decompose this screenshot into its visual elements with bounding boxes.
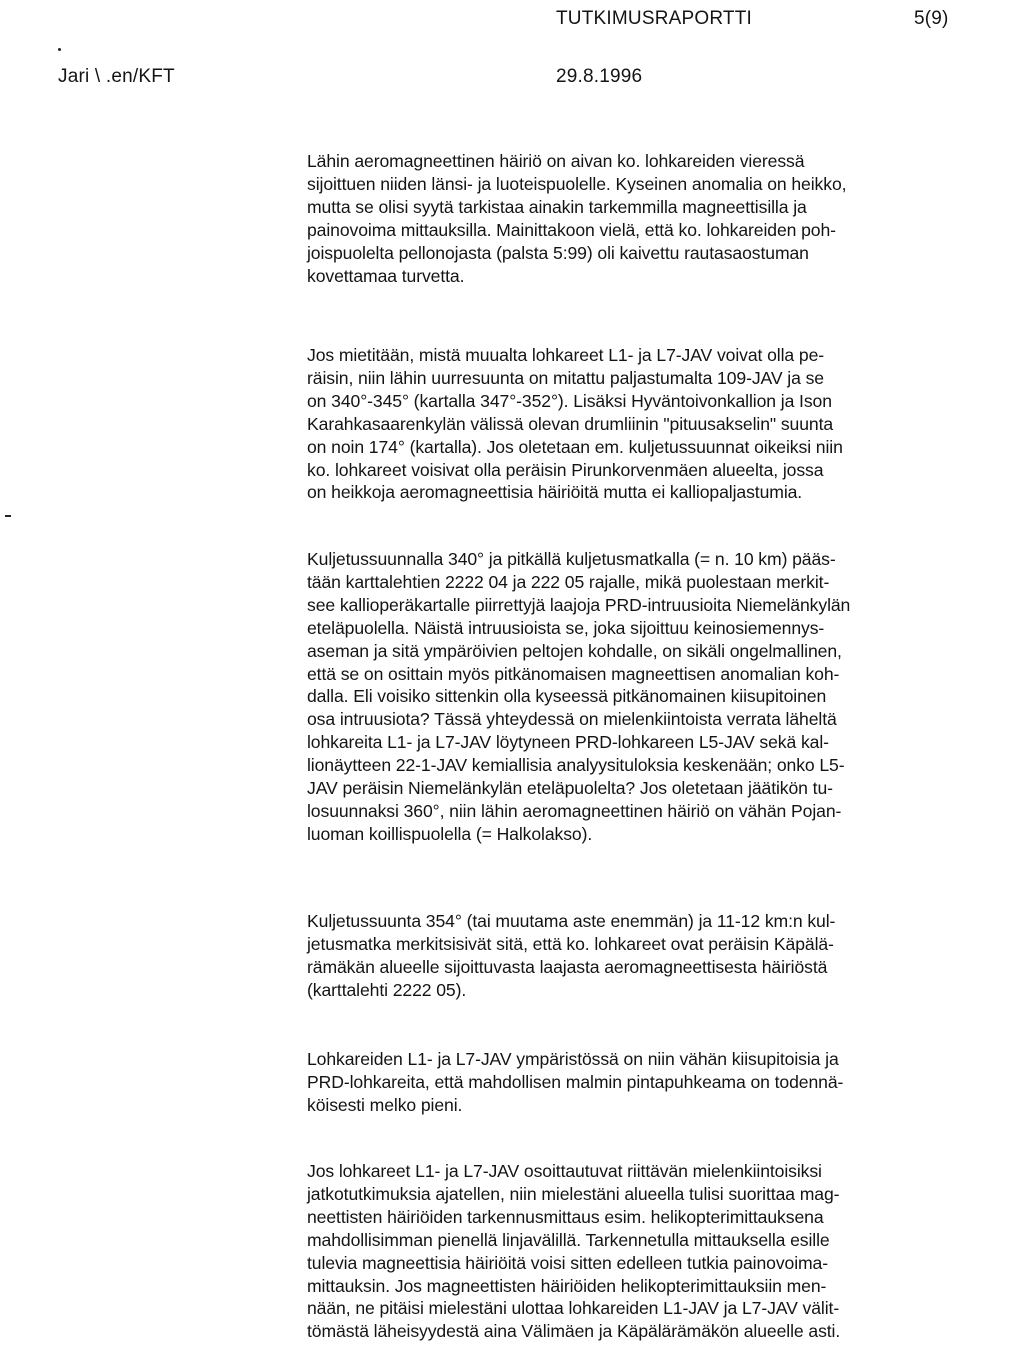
text-line: että se on osittain myös pitkänomaisen magneettisen anomalian koh-: [307, 663, 840, 684]
text-line: Lohkareiden L1- ja L7-JAV ympäristössä on niin vähän kiisupitoisia ja: [307, 1049, 839, 1069]
text-line: joispuolelta pellonojasta (palsta 5:99) oli kaivettu rautasaostuman: [307, 242, 809, 263]
text-line: Jos mietitään, mistä muualta lohkareet L1- ja L7-JAV voivat olla pe-: [307, 345, 825, 365]
text-line: Kuljetussuunnalla 340° ja pitkällä kuljetusmatkalla (= n. 10 km) pääs-: [307, 549, 836, 569]
paragraph-1: [307, 150, 1023, 287]
text-line: lohkareita L1- ja L7-JAV löytyneen PRD-lohkareen L5-JAV sekä kal-: [307, 732, 829, 753]
paragraph-3: [307, 548, 1023, 846]
text-line: painovoima mittauksilla. Mainittakoon vielä, että ko. lohkareiden poh-: [307, 219, 836, 240]
text-line: on 340°-345° (kartalla 347°-352°). Lisäksi Hyväntoivonkallion ja Ison: [307, 390, 832, 411]
text-line: mahdollisimman pienellä linjavälillä. Tarkennetulla mittauksella esille: [307, 1229, 830, 1250]
text-line: on heikkoja aeromagneettisia häiriöitä mutta ei kalliopaljastumia.: [307, 482, 803, 503]
text-line: jatkotutkimuksia ajatellen, niin mielestäni alueella tulisi suorittaa mag-: [307, 1183, 840, 1204]
text-line: jetusmatka merkitsisivät sitä, että ko. lohkareet ovat peräisin Käpälä-: [307, 933, 834, 954]
text-line: osa intruusiota? Tässä yhteydessä on mielenkiintoista verrata läheltä: [307, 709, 837, 730]
text-line: mutta se olisi syytä tarkistaa ainakin tarkemmilla magneettisilla ja: [307, 196, 807, 217]
paragraph-2: [307, 344, 1023, 504]
text-line: Kuljetussuunta 354° (tai muutama aste enemmän) ja 11-12 km:n kul-: [307, 911, 836, 931]
text-line: nään, ne pitäisi mielestäni ulottaa lohkareiden L1-JAV ja L7-JAV välit-: [307, 1298, 840, 1319]
text-line: PRD-lohkareita, että mahdollisen malmin pintapuhkeama on todennä-: [307, 1071, 844, 1092]
document-type: TUTKIMUSRAPORTTI: [556, 8, 753, 29]
text-line: dalla. Eli voisiko sittenkin olla kyseessä pitkänomainen kiisupitoinen: [307, 686, 827, 707]
text-line: (karttalehti 2222 05).: [307, 979, 467, 1000]
text-line: räisin, niin lähin uurresuunta on mitattu paljastumalta 109-JAV ja se: [307, 367, 824, 388]
text-line: Lähin aeromagneettinen häiriö on aivan ko. lohkareiden vieressä: [307, 151, 805, 171]
paragraph-4: [307, 910, 1023, 1002]
text-line: lionäytteen 22-1-JAV kemiallisia analyysituloksia keskenään; onko L5-: [307, 755, 845, 776]
text-line: kovettamaa turvetta.: [307, 265, 465, 286]
paragraph-5: [307, 1048, 1023, 1117]
text-line: rämäkän alueelle sijoittuvasta laajasta aeromagneettisesta häiriöstä: [307, 956, 828, 977]
paragraph-6: [307, 1160, 1023, 1343]
text-line: tään karttalehtien 2222 04 ja 222 05 rajalle, mikä puolestaan merkit-: [307, 571, 830, 592]
text-line: luoman koillispuolella (= Halkolakso).: [307, 823, 593, 844]
scan-speck: [58, 48, 61, 51]
text-line: losuunnaksi 360°, niin lähin aeromagneettinen häiriö on vähän Pojan-: [307, 800, 842, 821]
text-line: aseman ja sitä ympäröivien peltojen kohdalle, on sikäli ongelmallinen,: [307, 640, 842, 661]
text-line: tömästä läheisyydestä aina Välimäen ja Käpälärämäkön alueelle asti.: [307, 1321, 841, 1342]
text-line: JAV peräisin Niemelänkylän eteläpuolelta? Jos oletetaan jäätikön tu-: [307, 778, 833, 799]
text-line: sijoittuen niiden länsi- ja luoteispuolelle. Kyseinen anomalia on heikko,: [307, 173, 847, 194]
page-number: 5(9): [914, 8, 949, 29]
text-line: neettisten häiriöiden tarkennusmittaus esim. helikopterimittauksena: [307, 1206, 824, 1227]
author-line: Jari \ .en/KFT: [58, 66, 175, 87]
text-line: köisesti melko pieni.: [307, 1094, 463, 1115]
text-line: tulevia magneettisia häiriöitä voisi sitten edelleen tutkia painovoima-: [307, 1252, 829, 1273]
document-date: 29.8.1996: [556, 66, 643, 87]
text-line: mittauksin. Jos magneettisten häiriöiden helikopterimittauksiin men-: [307, 1275, 827, 1296]
margin-dash: [5, 515, 11, 517]
text-line: eteläpuolella. Näistä intruusioista se, joka sijoittuu keinosiemennys-: [307, 617, 825, 638]
text-line: Jos lohkareet L1- ja L7-JAV osoittautuvat riittävän mielenkiintoisiksi: [307, 1161, 822, 1181]
text-line: ko. lohkareet voisivat olla peräisin Pirunkorvenmäen alueelta, jossa: [307, 459, 824, 480]
text-line: see kallioperäkartalle piirrettyjä laajoja PRD-intruusioita Niemelänkylän: [307, 594, 851, 615]
text-line: Karahkasaarenkylän välissä olevan drumliinin "pituusakselin" suunta: [307, 413, 834, 434]
text-line: on noin 174° (kartalla). Jos oletetaan em. kuljetussuunnat oikeiksi niin: [307, 436, 843, 457]
